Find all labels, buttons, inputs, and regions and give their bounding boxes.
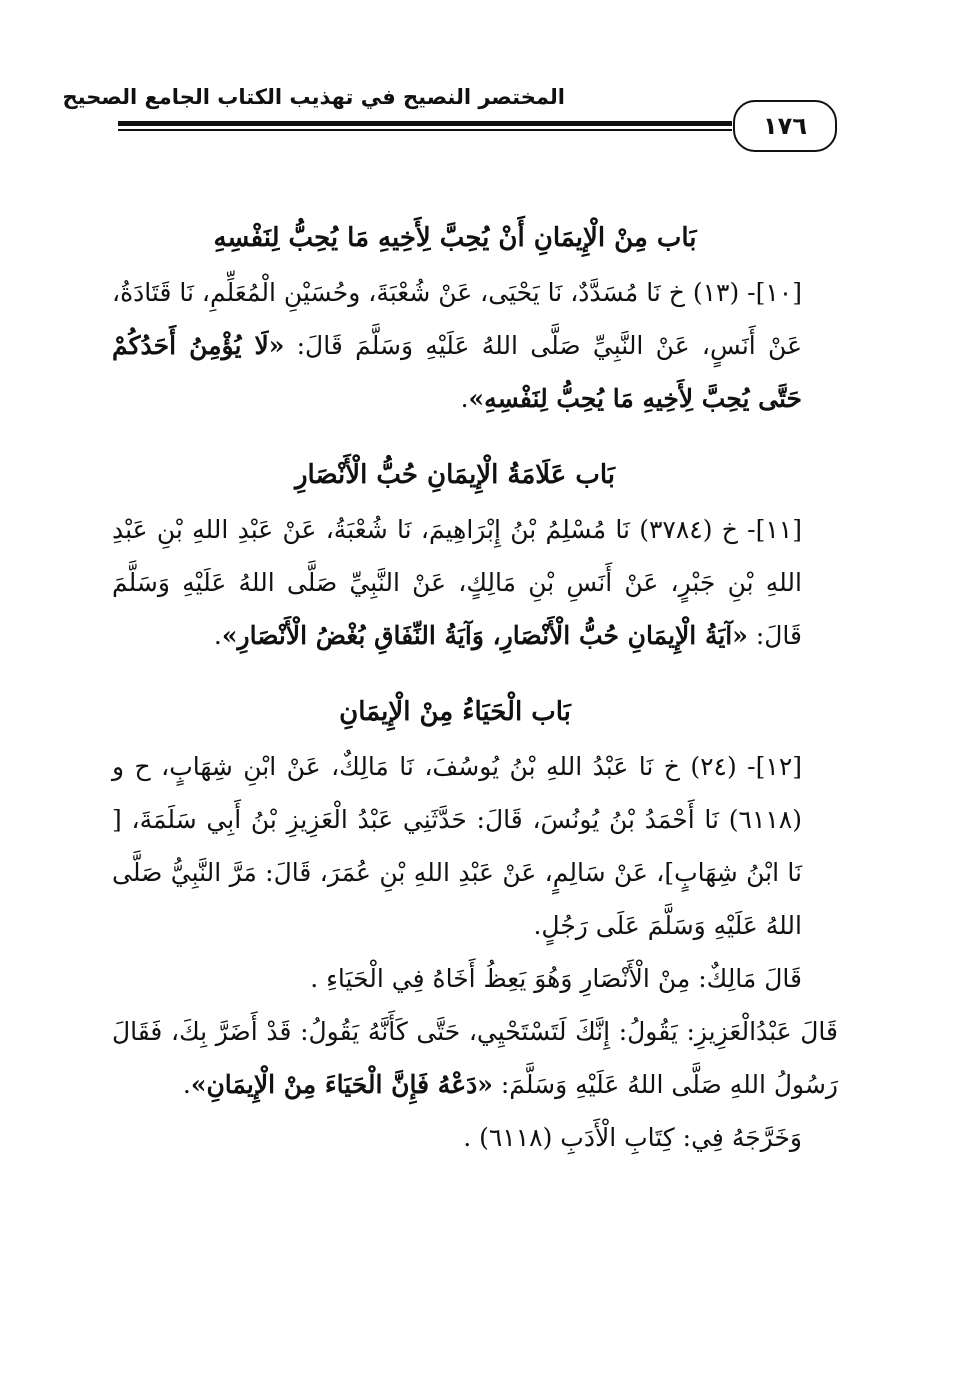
narrator-note xyxy=(112,952,838,1005)
page-number: ١٧٦ xyxy=(733,100,837,152)
hadith-quote: «آيَةُ الْإِيمَانِ حُبُّ الْأَنْصَارِ، وَآيَةُ النِّفَاقِ بُغْضُ الْأَنْصَارِ» xyxy=(221,621,748,650)
chapter-title: بَاب مِنْ الْإِيمَانِ أَنْ يُحِبَّ لِأَخِيهِ مَا يُحِبُّ لِنَفْسِهِ xyxy=(213,223,697,253)
chapter-title: بَاب الْحَيَاءُ مِنْ الْإِيمَانِ xyxy=(339,697,571,727)
punctuation: . xyxy=(460,384,469,413)
header-rule-thick xyxy=(118,121,732,126)
hadith-quote: «دَعْهُ فَإِنَّ الْحَيَاءَ مِنْ الْإِيمَانِ» xyxy=(190,1070,493,1099)
header-rule-thin xyxy=(118,129,732,131)
isnad-text: [١٢]- (٢٤) خ نَا عَبْدُ اللهِ بْنُ يُوسُفَ، نَا مَالِكٌ، عَنْ ابْنِ شِهَابٍ، ح و (٦١١٨) نَا أَحْمَدُ بْنُ يُونُسَ، قَالَ: حَدَّثَنِي عَبْدُ الْعَزِيزِ بْنُ أَبِي سَلَمَةَ، [ نَا ابْنُ شِهَابٍ]، عَنْ سَالِمٍ، عَنْ عَبْدِ اللهِ بْنِ عُمَرَ، قَالَ: مَرَّ النَّبِيُّ صَلَّى اللهُ عَلَيْهِ وَسَلَّمَ عَلَى رَجُلٍ. xyxy=(112,752,803,940)
reference-text: وَخَرَّجَهُ فِي: كِتَابِ الْأَدَبِ (٦١١٨) . xyxy=(463,1123,802,1152)
hadith-paragraph xyxy=(112,503,838,662)
narrator-note xyxy=(112,1005,838,1111)
chapter-title: بَاب عَلَامَةُ الْإِيمَانِ حُبُّ الْأَنْصَارِ xyxy=(295,460,615,490)
hadith-quote: «لَا يُؤْمِنُ أَحَدُكُمْ حَتَّى يُحِبَّ لِأَخِيهِ مَا يُحِبُّ لِنَفْسِهِ» xyxy=(112,331,802,413)
punctuation: . xyxy=(213,621,222,650)
punctuation: . xyxy=(182,1070,191,1099)
isnad-text: [١٠]- (١٣) خ نَا مُسَدَّدٌ، نَا يَحْيَى، عَنْ شُعْبَةَ، وحُسَيْنِ الْمُعَلِّمِ، نَا قَتَادَةُ، عَنْ أَنَسٍ، عَنْ النَّبِيِّ صَلَّى اللهُ عَلَيْهِ وَسَلَّمَ قَالَ: xyxy=(112,278,802,360)
hadith-paragraph xyxy=(112,266,838,425)
note-text: قَالَ عَبْدُالْعَزِيزِ: يَقُولُ: إِنَّكَ لَتَسْتَحْيِي، حَتَّى كَأَنَّهُ يَقُولُ: قَدْ أَضَرَّ بِكَ، فَقَالَ رَسُولُ اللهِ صَلَّى اللهُ عَلَيْهِ وَسَلَّمَ: xyxy=(112,1017,838,1099)
running-title: المختصر النصيح في تهذيب الكتاب الجامع الصحيح xyxy=(62,85,565,109)
source-reference xyxy=(112,1111,838,1164)
hadith-paragraph xyxy=(112,740,838,952)
isnad-text: [١١]- خ (٣٧٨٤) نَا مُسْلِمُ بْنُ إِبْرَاهِيمَ، نَا شُعْبَةُ، عَنْ عَبْدِ اللهِ بْنِ عَبْدِ اللهِ بْنِ جَبْرٍ، عَنْ أَنَسِ بْنِ مَالِكٍ، عَنْ النَّبِيِّ صَلَّى اللهُ عَلَيْهِ وَسَلَّمَ قَالَ: xyxy=(112,515,802,650)
note-text: قَالَ مَالِكٌ: مِنْ الْأَنْصَارِ وَهُوَ يَعِظُ أَخَاهُ فِي الْحَيَاءِ . xyxy=(310,964,802,993)
page-body xyxy=(112,218,838,1164)
